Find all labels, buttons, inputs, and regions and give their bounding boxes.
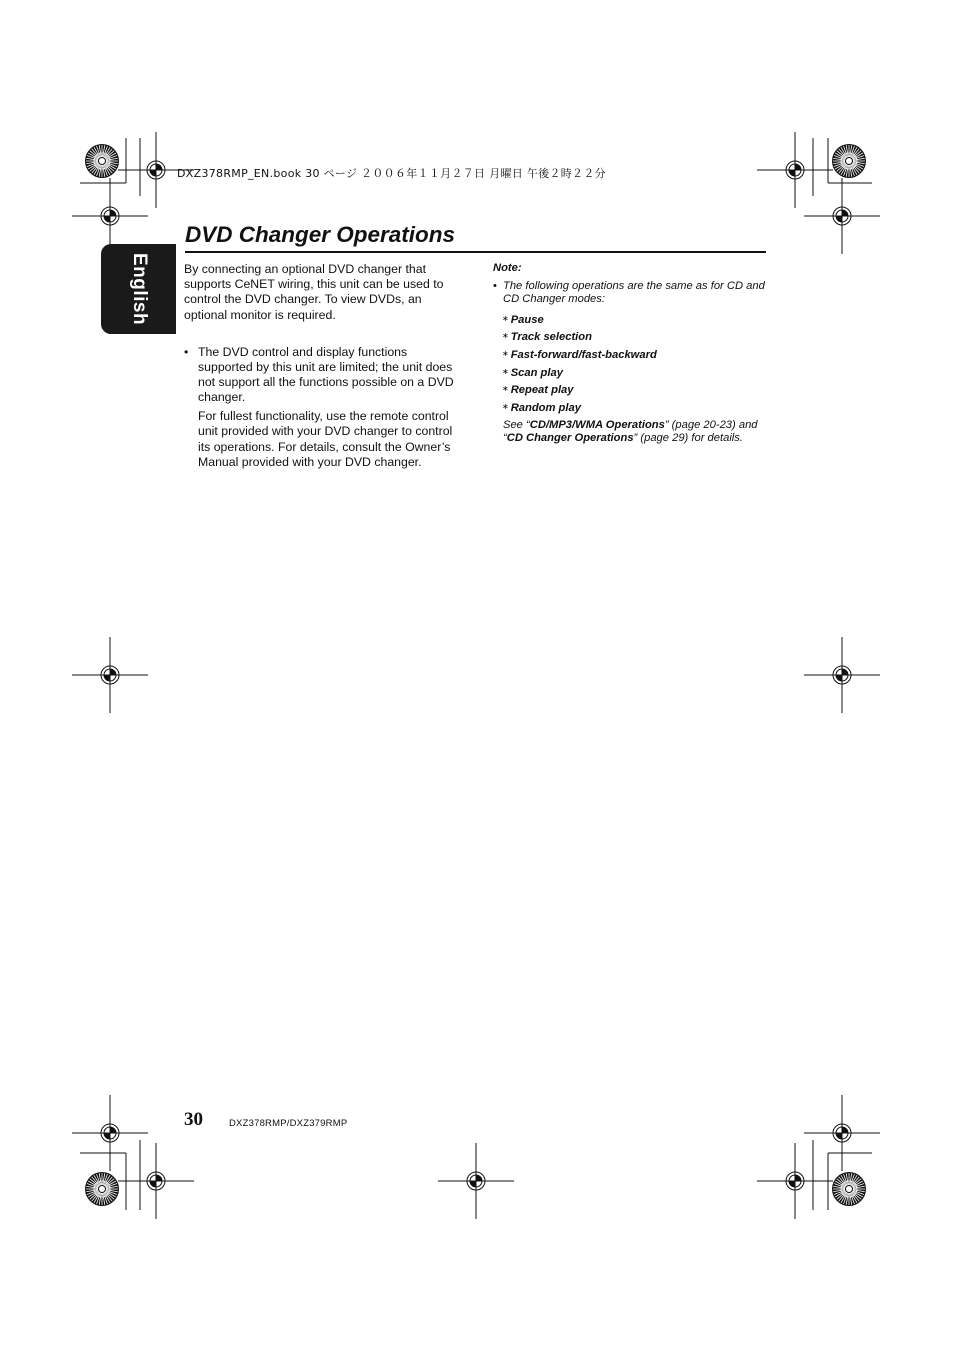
operations-list xyxy=(493,311,768,417)
operation-label: Random play xyxy=(510,402,581,415)
print-header: DXZ378RMP_EN.book 30 ページ ２００６年１１月２７日 月曜日 午後２時２２分 xyxy=(177,167,606,180)
bullet-dot: • xyxy=(184,345,189,359)
bullet-item xyxy=(184,345,460,470)
crosshair-target-icon xyxy=(804,178,880,254)
asterisk-icon: ∗ xyxy=(502,313,509,323)
registration-disc-icon xyxy=(85,144,119,178)
crosshair-target-icon xyxy=(118,1143,194,1219)
title-rule xyxy=(185,251,766,253)
page-number: 30 xyxy=(184,1109,203,1130)
language-tab-label: English xyxy=(128,252,150,326)
crosshair-target-icon xyxy=(72,637,148,713)
operation-item xyxy=(502,399,768,417)
operation-item xyxy=(502,364,768,382)
crosshair-target-icon xyxy=(757,132,833,208)
intro-paragraph: By connecting an optional DVD changer that supports CeNET wiring, this unit can be used to control the DVD changer. To view DVDs, an optional monitor is required. xyxy=(184,262,444,322)
asterisk-icon: ∗ xyxy=(502,366,509,376)
operation-label: Scan play xyxy=(510,366,563,379)
operation-label: Repeat play xyxy=(510,384,574,397)
model-number: DXZ378RMP/DXZ379RMP xyxy=(229,1118,348,1129)
bullet-dot: • xyxy=(493,279,497,292)
operation-label: Fast-forward/fast-backward xyxy=(510,348,657,361)
asterisk-icon: ∗ xyxy=(502,331,509,341)
bullet-list xyxy=(184,345,460,474)
crosshair-target-icon xyxy=(438,1143,514,1219)
operation-item xyxy=(502,346,768,364)
language-tab xyxy=(101,244,176,334)
reference-cd-changer: CD Changer Operations xyxy=(506,432,634,445)
asterisk-icon: ∗ xyxy=(502,402,509,412)
operation-item xyxy=(502,311,768,329)
asterisk-icon: ∗ xyxy=(502,384,509,394)
registration-disc-icon xyxy=(832,144,866,178)
operation-label: Track selection xyxy=(510,331,592,344)
reference-cd-mp3-wma: CD/MP3/WMA Operations xyxy=(529,418,665,431)
crosshair-target-icon xyxy=(804,637,880,713)
bullet-paragraph: For fullest functionality, use the remote control unit provided with your DVD changer to control its operations. For details, consult the Owner’s Manual provided with your DVD changer. xyxy=(198,409,453,469)
section-title: DVD Changer Operations xyxy=(185,222,456,247)
see-reference: See “CD/MP3/WMA Operations” (page 20-23) and “CD Changer Operations” (page 29) for details. xyxy=(503,418,758,445)
bullet-paragraph: The DVD control and display functions supported by this unit are limited; the unit does not support all the functions possible on a DVD changer. xyxy=(198,345,454,405)
operation-label: Pause xyxy=(510,313,544,326)
note-bullet xyxy=(493,280,768,307)
note-bullet-text: The following operations are the same as for CD and CD Changer modes: xyxy=(503,279,765,305)
operation-item xyxy=(502,328,768,346)
crosshair-target-icon xyxy=(72,1095,148,1171)
note-title: Note: xyxy=(493,262,522,274)
note-box xyxy=(493,262,768,446)
crosshair-target-icon xyxy=(72,178,148,254)
registration-disc-icon xyxy=(832,1172,866,1206)
crosshair-target-icon xyxy=(804,1095,880,1171)
asterisk-icon: ∗ xyxy=(502,348,509,358)
crosshair-target-icon xyxy=(757,1143,833,1219)
operation-item xyxy=(502,381,768,399)
registration-disc-icon xyxy=(85,1172,119,1206)
